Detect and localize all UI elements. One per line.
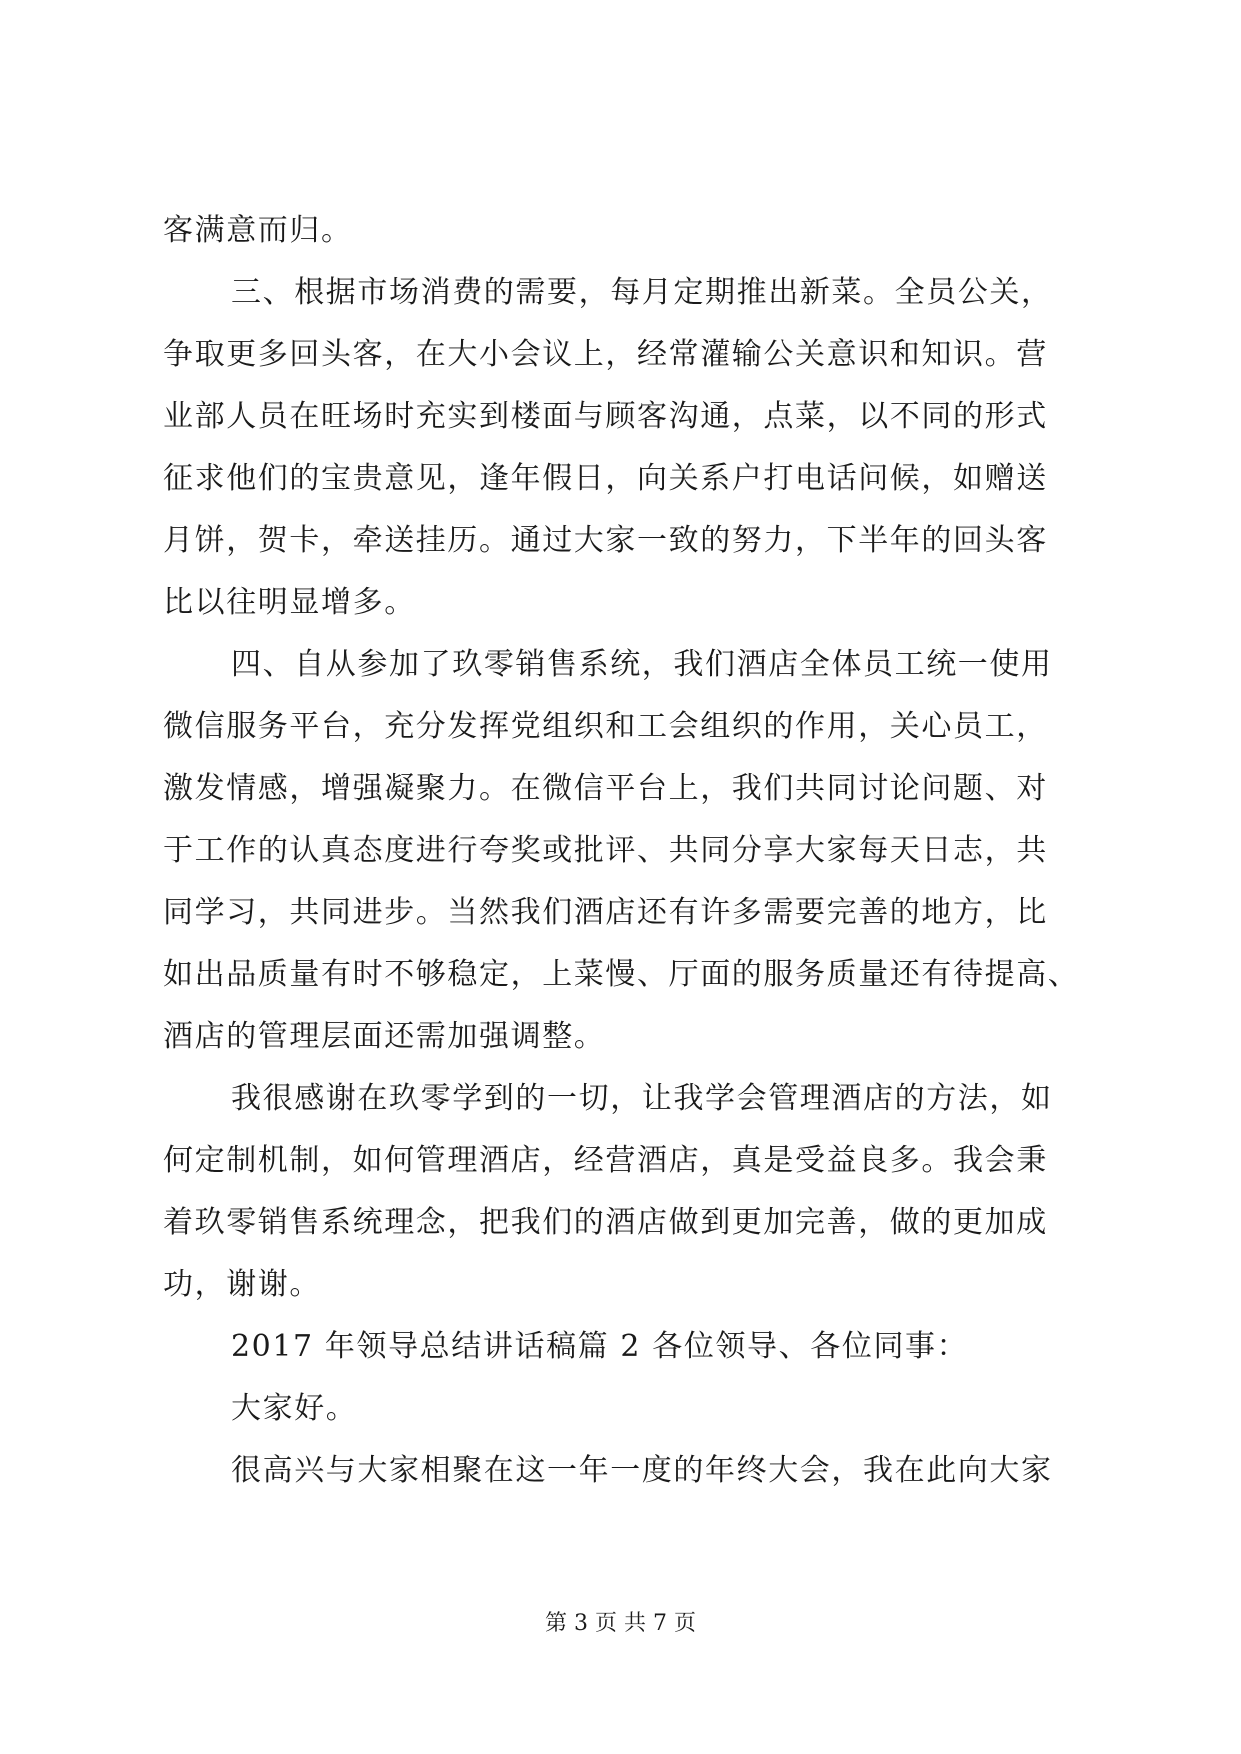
text-line: 争取更多回头客，在大小会议上，经常灌输公关意识和知识。营	[163, 337, 1048, 372]
text-line: 征求他们的宝贵意见，逢年假日，向关系户打电话问候，如赠送	[163, 461, 1048, 496]
text-line: 四、自从参加了玖零销售系统，我们酒店全体员工统一使用	[231, 647, 1053, 682]
text-line: 何定制机制，如何管理酒店，经营酒店，真是受益良多。我会秉	[163, 1143, 1048, 1178]
text-line: 于工作的认真态度进行夸奖或批评、共同分享大家每天日志，共	[163, 833, 1048, 868]
text-line: 2017 年领导总结讲话稿篇 2 各位领导、各位同事：	[231, 1329, 969, 1364]
text-line: 业部人员在旺场时充实到楼面与顾客沟通，点菜，以不同的形式	[163, 399, 1048, 434]
text-line: 同学习，共同进步。当然我们酒店还有许多需要完善的地方，比	[163, 895, 1048, 930]
text-line: 功，谢谢。	[163, 1267, 321, 1302]
document-body	[163, 200, 1083, 1502]
text-line: 客满意而归。	[163, 213, 353, 248]
text-line: 酒店的管理层面还需加强调整。	[163, 1019, 606, 1054]
page-number-footer: 第 3 页 共 7 页	[545, 1611, 696, 1636]
text-line: 激发情感，增强凝聚力。在微信平台上，我们共同讨论问题、对	[163, 771, 1048, 806]
text-line: 很高兴与大家相聚在这一年一度的年终大会，我在此向大家	[231, 1453, 1053, 1488]
text-line: 大家好。	[231, 1391, 358, 1426]
text-line: 三、根据市场消费的需要，每月定期推出新菜。全员公关，	[231, 275, 1053, 310]
text-line: 我很感谢在玖零学到的一切，让我学会管理酒店的方法，如	[231, 1081, 1053, 1116]
text-line: 比以往明显增多。	[163, 585, 416, 620]
text-line: 微信服务平台，充分发挥党组织和工会组织的作用，关心员工，	[163, 709, 1048, 744]
text-line: 如出品质量有时不够稳定，上菜慢、厅面的服务质量还有待提高、	[163, 957, 1080, 992]
text-line: 着玖零销售系统理念，把我们的酒店做到更加完善，做的更加成	[163, 1205, 1048, 1240]
text-line: 月饼，贺卡，牵送挂历。通过大家一致的努力，下半年的回头客	[163, 523, 1048, 558]
